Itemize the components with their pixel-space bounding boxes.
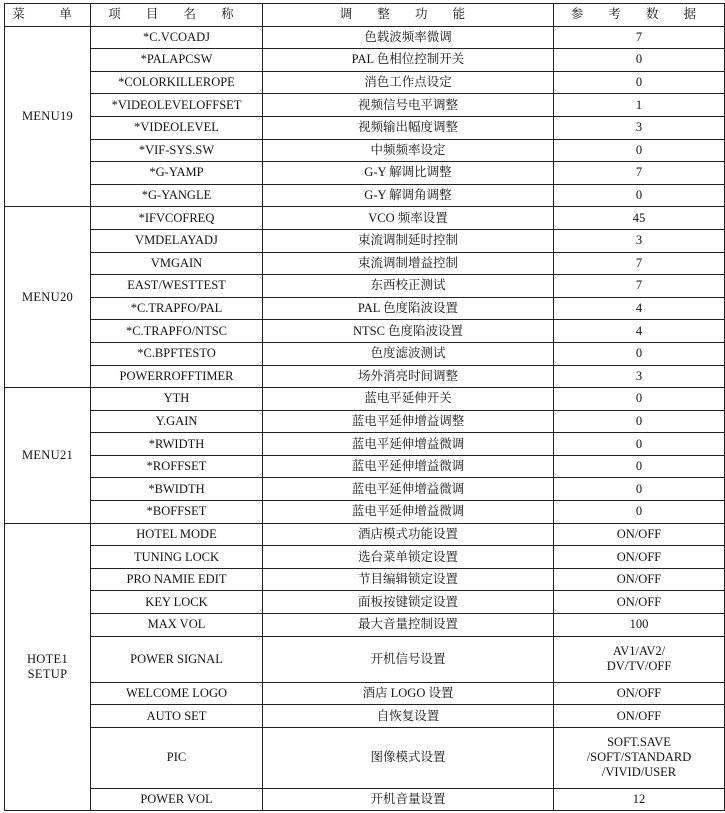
reference-value-cell: 45 xyxy=(554,207,725,230)
function-cell: VCO 频率设置 xyxy=(263,207,554,230)
function-cell: 酒店模式功能设置 xyxy=(263,523,554,546)
item-name-cell: *C.TRAPFO/NTSC xyxy=(91,320,263,343)
table-body xyxy=(5,26,725,811)
table-row xyxy=(5,433,725,456)
reference-value-cell: ON/OFF xyxy=(554,546,725,569)
reference-value-cell: 0 xyxy=(554,501,725,524)
reference-value-cell: 0 xyxy=(554,433,725,456)
item-name-cell: *RWIDTH xyxy=(91,433,263,456)
function-cell: 选台菜单锁定设置 xyxy=(263,546,554,569)
reference-value-cell: 0 xyxy=(554,410,725,433)
item-name-cell: AUTO SET xyxy=(91,705,263,728)
reference-value-cell: 0 xyxy=(554,49,725,72)
reference-value-cell: 3 xyxy=(554,365,725,388)
table-row xyxy=(5,614,725,637)
item-name-cell: *G-YAMP xyxy=(91,162,263,185)
reference-value-cell: 1 xyxy=(554,94,725,117)
reference-value-cell: 3 xyxy=(554,116,725,139)
reference-value-cell: 0 xyxy=(554,478,725,501)
function-cell: 蓝电平延伸开关 xyxy=(263,388,554,411)
function-cell: 开机音量设置 xyxy=(263,788,554,811)
table-row xyxy=(5,568,725,591)
menu-group-cell: HOTE1 SETUP xyxy=(5,523,91,811)
table-row xyxy=(5,94,725,117)
item-name-cell: *VIF-SYS.SW xyxy=(91,139,263,162)
header-function: 调 整 功 能 xyxy=(263,4,554,27)
item-name-cell: WELCOME LOGO xyxy=(91,682,263,705)
item-name-cell: TUNING LOCK xyxy=(91,546,263,569)
function-cell: 色载波频率微调 xyxy=(263,26,554,49)
function-cell: 节目编辑锁定设置 xyxy=(263,568,554,591)
function-cell: 视频输出幅度调整 xyxy=(263,116,554,139)
function-cell: 图像模式设置 xyxy=(263,727,554,788)
item-name-cell: PIC xyxy=(91,727,263,788)
function-cell: G-Y 解调角调整 xyxy=(263,184,554,207)
item-name-cell: POWER VOL xyxy=(91,788,263,811)
menu-group-cell: MENU20 xyxy=(5,207,91,388)
item-name-cell: *ROFFSET xyxy=(91,455,263,478)
reference-value-cell: 4 xyxy=(554,320,725,343)
menu-group-cell: MENU19 xyxy=(5,26,91,207)
table-row xyxy=(5,523,725,546)
item-name-cell: *VIDEOLEVELOFFSET xyxy=(91,94,263,117)
function-cell: 蓝电平延伸增益微调 xyxy=(263,455,554,478)
table-row xyxy=(5,478,725,501)
item-name-cell: *IFVCOFREQ xyxy=(91,207,263,230)
table-row xyxy=(5,727,725,788)
item-name-cell: *VIDEOLEVEL xyxy=(91,116,263,139)
reference-value-cell: 7 xyxy=(554,252,725,275)
function-cell: 开机信号设置 xyxy=(263,636,554,682)
function-cell: 最大音量控制设置 xyxy=(263,614,554,637)
item-name-cell: *C.TRAPFO/PAL xyxy=(91,297,263,320)
header-item-name: 项 目 名 称 xyxy=(91,4,263,27)
reference-value-cell: ON/OFF xyxy=(554,591,725,614)
reference-value-cell: 100 xyxy=(554,614,725,637)
item-name-cell: VMGAIN xyxy=(91,252,263,275)
table-row xyxy=(5,546,725,569)
reference-value-cell: 12 xyxy=(554,788,725,811)
function-cell: NTSC 色度陷波设置 xyxy=(263,320,554,343)
item-name-cell: *PALAPCSW xyxy=(91,49,263,72)
header-reference-value: 参 考 数 据 xyxy=(554,4,725,27)
table-row xyxy=(5,297,725,320)
reference-value-cell: ON/OFF xyxy=(554,523,725,546)
reference-value-cell: ON/OFF xyxy=(554,682,725,705)
item-name-cell: *BWIDTH xyxy=(91,478,263,501)
table-row xyxy=(5,184,725,207)
reference-value-cell: 7 xyxy=(554,275,725,298)
item-name-cell: YTH xyxy=(91,388,263,411)
reference-value-cell: ON/OFF xyxy=(554,705,725,728)
function-cell: 面板按键锁定设置 xyxy=(263,591,554,614)
item-name-cell: PRO NAMIE EDIT xyxy=(91,568,263,591)
table-row xyxy=(5,229,725,252)
function-cell: 自恢复设置 xyxy=(263,705,554,728)
table-row xyxy=(5,71,725,94)
function-cell: 束流调制增益控制 xyxy=(263,252,554,275)
settings-table xyxy=(4,3,725,811)
function-cell: 束流调制延时控制 xyxy=(263,229,554,252)
table-row xyxy=(5,26,725,49)
item-name-cell: *G-YANGLE xyxy=(91,184,263,207)
item-name-cell: POWER SIGNAL xyxy=(91,636,263,682)
function-cell: 场外消亮时间调整 xyxy=(263,365,554,388)
function-cell: 蓝电平延伸增益微调 xyxy=(263,478,554,501)
reference-value-cell: 0 xyxy=(554,455,725,478)
function-cell: PAL 色相位控制开关 xyxy=(263,49,554,72)
item-name-cell: *C.BPFTESTO xyxy=(91,342,263,365)
table-row xyxy=(5,705,725,728)
item-name-cell: POWERROFFTIMER xyxy=(91,365,263,388)
reference-value-cell: 0 xyxy=(554,342,725,365)
table-row xyxy=(5,275,725,298)
reference-value-cell: 7 xyxy=(554,26,725,49)
table-row xyxy=(5,342,725,365)
header-row xyxy=(5,4,725,27)
item-name-cell: KEY LOCK xyxy=(91,591,263,614)
function-cell: 视频信号电平调整 xyxy=(263,94,554,117)
table-row xyxy=(5,207,725,230)
item-name-cell: *C.VCOADJ xyxy=(91,26,263,49)
function-cell: 中频频率设定 xyxy=(263,139,554,162)
reference-value-cell: 4 xyxy=(554,297,725,320)
reference-value-cell: AV1/AV2/ DV/TV/OFF xyxy=(554,636,725,682)
table-row xyxy=(5,49,725,72)
function-cell: 蓝电平延伸增益调整 xyxy=(263,410,554,433)
table-row xyxy=(5,682,725,705)
table-row xyxy=(5,788,725,811)
table-row xyxy=(5,388,725,411)
function-cell: 蓝电平延伸增益微调 xyxy=(263,433,554,456)
function-cell: G-Y 解调比调整 xyxy=(263,162,554,185)
table-row xyxy=(5,116,725,139)
reference-value-cell: 0 xyxy=(554,184,725,207)
table-row xyxy=(5,501,725,524)
table-row xyxy=(5,320,725,343)
function-cell: 酒店 LOGO 设置 xyxy=(263,682,554,705)
table-row xyxy=(5,139,725,162)
table-row xyxy=(5,365,725,388)
function-cell: PAL 色度陷波设置 xyxy=(263,297,554,320)
function-cell: 东西校正测试 xyxy=(263,275,554,298)
reference-value-cell: 7 xyxy=(554,162,725,185)
table-row xyxy=(5,162,725,185)
item-name-cell: EAST/WESTTEST xyxy=(91,275,263,298)
function-cell: 消色工作点设定 xyxy=(263,71,554,94)
table-row xyxy=(5,410,725,433)
item-name-cell: *COLORKILLEROPE xyxy=(91,71,263,94)
reference-value-cell: 0 xyxy=(554,139,725,162)
reference-value-cell: 0 xyxy=(554,388,725,411)
function-cell: 色度滤波测试 xyxy=(263,342,554,365)
reference-value-cell: 3 xyxy=(554,229,725,252)
table-row xyxy=(5,591,725,614)
reference-value-cell: 0 xyxy=(554,71,725,94)
table-row xyxy=(5,636,725,682)
item-name-cell: VMDELAYADJ xyxy=(91,229,263,252)
reference-value-cell: SOFT.SAVE /SOFT/STANDARD /VIVID/USER xyxy=(554,727,725,788)
table-row xyxy=(5,252,725,275)
item-name-cell: MAX VOL xyxy=(91,614,263,637)
menu-group-cell: MENU21 xyxy=(5,388,91,524)
function-cell: 蓝电平延伸增益微调 xyxy=(263,501,554,524)
table-row xyxy=(5,455,725,478)
item-name-cell: Y.GAIN xyxy=(91,410,263,433)
header-menu: 菜 单 xyxy=(5,4,91,27)
reference-value-cell: ON/OFF xyxy=(554,568,725,591)
item-name-cell: HOTEL MODE xyxy=(91,523,263,546)
item-name-cell: *BOFFSET xyxy=(91,501,263,524)
